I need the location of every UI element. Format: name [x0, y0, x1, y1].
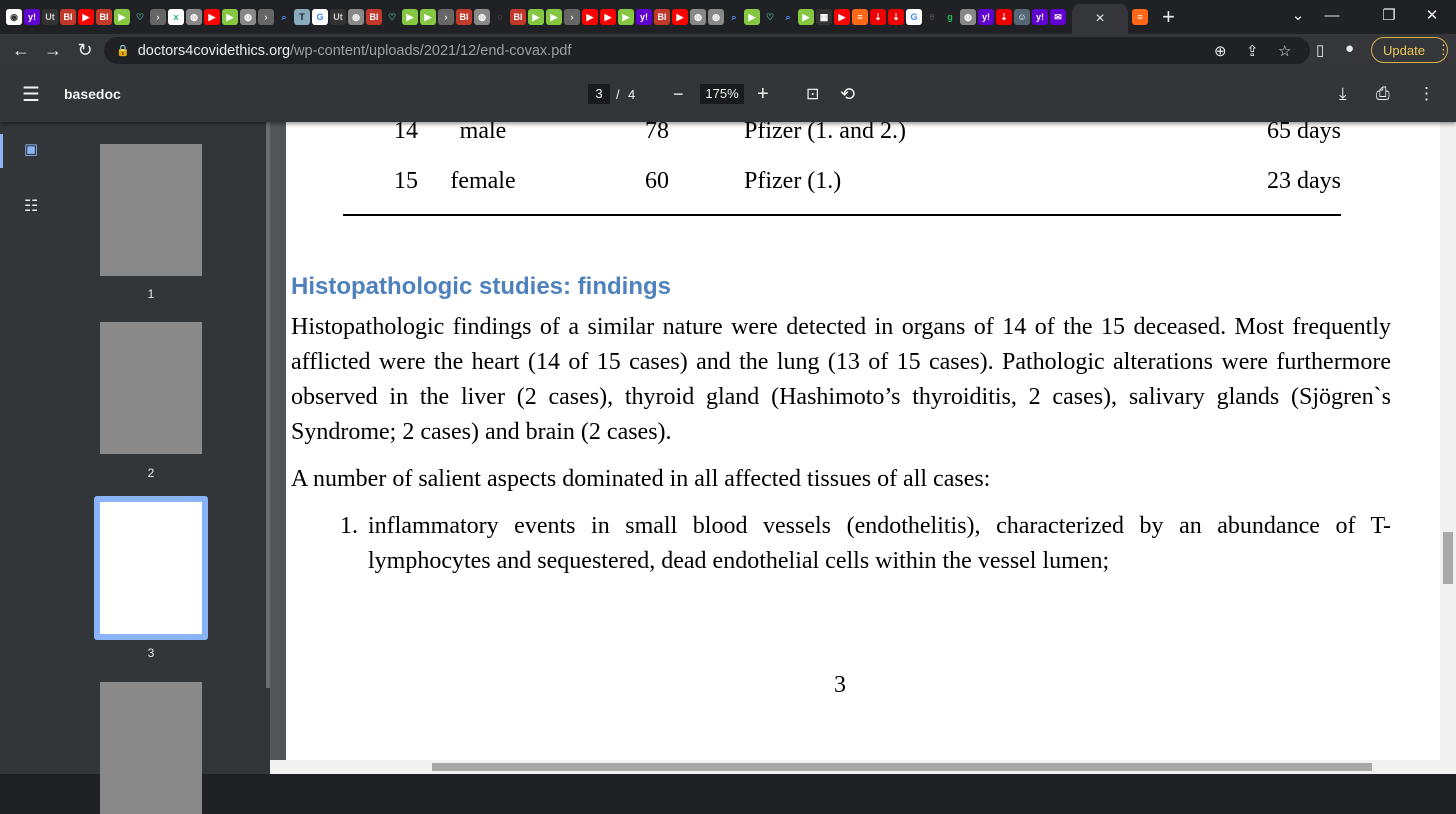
- tab-youtube-icon[interactable]: ▶: [600, 9, 616, 25]
- page-separator: /: [616, 86, 620, 102]
- tab-news-icon[interactable]: ▦: [816, 9, 832, 25]
- tab-yahoo-icon[interactable]: y!: [24, 9, 40, 25]
- tab-youtube-icon[interactable]: ▶: [582, 9, 598, 25]
- page-thumbnail-2[interactable]: [100, 322, 202, 454]
- page-thumbnail-1[interactable]: [100, 144, 202, 276]
- paragraph: A number of salient aspects dominated in all affected tissues of all cases:: [291, 466, 991, 492]
- table-rule: [343, 214, 1341, 216]
- url-path: /wp-content/uploads/2021/12/end-covax.pdf: [290, 42, 572, 59]
- tab-search-icon[interactable]: ⌕: [726, 9, 742, 25]
- table-cell: 78: [645, 122, 669, 144]
- restore-button[interactable]: ❐: [1382, 7, 1396, 24]
- tab-chrome-icon[interactable]: ◉: [6, 9, 22, 25]
- tab-rumble-icon[interactable]: ▶: [402, 9, 418, 25]
- tab-gray-icon[interactable]: ›: [438, 9, 454, 25]
- tab-bi-icon[interactable]: BI: [96, 9, 112, 25]
- tab-substack-icon[interactable]: ≡: [852, 9, 868, 25]
- tab-rumble-icon[interactable]: ▶: [222, 9, 238, 25]
- table-cell: 15: [394, 168, 418, 194]
- tab-rumble-icon[interactable]: ▶: [618, 9, 634, 25]
- pdf-toolbar: [0, 66, 1456, 122]
- table-cell: 65 days: [1267, 122, 1341, 144]
- tab-shield-icon[interactable]: ♡: [762, 9, 778, 25]
- tab-globe-icon[interactable]: ◍: [690, 9, 706, 25]
- update-button[interactable]: [1371, 37, 1448, 63]
- tab-search-button[interactable]: ⌄: [1291, 7, 1305, 24]
- page-total: 4: [628, 86, 636, 102]
- thumbnails-view-icon[interactable]: ▣: [24, 141, 39, 158]
- tab-sheet-icon[interactable]: x: [168, 9, 184, 25]
- fit-page-icon[interactable]: ⊡: [806, 86, 820, 103]
- tab-youtube-icon[interactable]: ▶: [204, 9, 220, 25]
- tab-search-icon[interactable]: ⌕: [276, 9, 292, 25]
- profile-icon[interactable]: ●: [1345, 40, 1355, 57]
- paragraph: Histopathologic findings of a similar nature were detected in organs of 14 of the 15 deceased. Most frequently afflicted were the heart (14 of 15 cases) and the lung (13 of 15 cases). Pathologic alterations were furthermore observed in the liver (2 cases), thyroid gland (Hashimoto’s thyroiditis, 2 cases), salivary glands (Sjögren`s Syndrome; 2 cases) and brain (2 cases).: [291, 314, 1391, 445]
- tab-rumble-icon[interactable]: ▶: [528, 9, 544, 25]
- tab-globe-icon[interactable]: ◍: [240, 9, 256, 25]
- bookmark-star-icon[interactable]: ☆: [1278, 43, 1292, 60]
- document-title: basedoc: [64, 86, 121, 102]
- tab-rumble-icon[interactable]: ▶: [420, 9, 436, 25]
- tab-rumble-icon[interactable]: ▶: [546, 9, 562, 25]
- forward-button[interactable]: →: [44, 39, 62, 60]
- tab-ult-icon[interactable]: Ut: [330, 9, 346, 25]
- tab-yahoo-icon[interactable]: y!: [636, 9, 652, 25]
- pdf-page: [286, 122, 1440, 760]
- menu-icon[interactable]: ☰: [22, 83, 40, 106]
- tab-pin-icon[interactable]: ⇣: [888, 9, 904, 25]
- tab-globe-icon[interactable]: ◍: [186, 9, 202, 25]
- tab-bi-icon[interactable]: BI: [654, 9, 670, 25]
- table-cell: 23 days: [1267, 168, 1341, 194]
- zoom-icon[interactable]: ⊕: [1214, 43, 1227, 60]
- reload-button[interactable]: ↻: [77, 39, 93, 60]
- tab-bi-icon[interactable]: BI: [366, 9, 382, 25]
- new-tab-button[interactable]: +: [1162, 4, 1175, 29]
- zoom-in-button[interactable]: +: [757, 82, 769, 105]
- tab-gray-icon[interactable]: ›: [258, 9, 274, 25]
- table-cell: 60: [645, 168, 669, 194]
- url-host: doctors4covidethics.org: [137, 42, 291, 59]
- vertical-scroll-thumb[interactable]: [1443, 532, 1453, 584]
- thumbnail-label: 2: [147, 466, 155, 480]
- page-thumbnail-3[interactable]: [100, 502, 202, 634]
- lock-icon: 🔒: [116, 45, 130, 57]
- tab-rumble-icon[interactable]: ▶: [114, 9, 130, 25]
- tab-globe-icon[interactable]: ◍: [348, 9, 364, 25]
- tab-globe-icon[interactable]: ◍: [474, 9, 490, 25]
- tab-google-icon[interactable]: G: [906, 9, 922, 25]
- tab-rumble-icon[interactable]: ▶: [744, 9, 760, 25]
- tab-photo-icon[interactable]: ☺: [1014, 9, 1030, 25]
- tab-gray-icon[interactable]: ›: [150, 9, 166, 25]
- horizontal-scrollbar[interactable]: [270, 760, 1440, 774]
- tab-strip: [0, 0, 1270, 34]
- tab-dark-icon[interactable]: ○: [492, 9, 508, 25]
- tab-yahoo-icon[interactable]: y!: [978, 9, 994, 25]
- tab-search-icon[interactable]: ⌕: [780, 9, 796, 25]
- tab-globe-icon[interactable]: ◍: [708, 9, 724, 25]
- list-entry: [291, 509, 1391, 579]
- download-icon[interactable]: ⤓: [1339, 84, 1347, 103]
- pdf-viewer: [270, 122, 1440, 760]
- tab-shield-icon[interactable]: ♡: [384, 9, 400, 25]
- close-window-button[interactable]: ✕: [1425, 7, 1439, 24]
- tab-substack-icon[interactable]: ≡: [1132, 9, 1148, 25]
- page-number-input[interactable]: 3: [588, 84, 610, 104]
- table-cell: Pfizer (1.): [744, 168, 842, 194]
- tab-ult-icon[interactable]: Ut: [42, 9, 58, 25]
- tab-yahoo-icon[interactable]: y!: [1032, 9, 1048, 25]
- more-options-icon[interactable]: ⋮: [1418, 84, 1435, 103]
- tab-pin-icon[interactable]: ⇣: [996, 9, 1012, 25]
- back-button[interactable]: ←: [12, 39, 30, 60]
- tab-globe-icon[interactable]: ◍: [960, 9, 976, 25]
- toolbar: [0, 34, 1456, 66]
- vertical-scrollbar[interactable]: [1440, 122, 1456, 774]
- outline-view-icon[interactable]: ☷: [24, 198, 39, 215]
- table-cell: 14: [394, 122, 418, 144]
- thumbnail-label: 3: [147, 646, 155, 660]
- tab-youtube-icon[interactable]: ▶: [78, 9, 94, 25]
- update-label: Update: [1383, 42, 1425, 58]
- page-number: 3: [834, 672, 846, 698]
- zoom-input[interactable]: 175%: [700, 84, 744, 104]
- tab-mail-icon[interactable]: ✉: [1050, 9, 1066, 25]
- share-icon[interactable]: ⇪: [1246, 43, 1259, 60]
- tab-g-icon[interactable]: g: [942, 9, 958, 25]
- tab-youtube-icon[interactable]: ▶: [672, 9, 688, 25]
- tab-bi-icon[interactable]: BI: [510, 9, 526, 25]
- zoom-out-button[interactable]: −: [673, 83, 684, 104]
- tab-bi-icon[interactable]: BI: [60, 9, 76, 25]
- thumbnail-sidebar: [0, 122, 270, 774]
- table-cell: Pfizer (1. and 2.): [744, 122, 906, 144]
- side-panel-icon[interactable]: ▯: [1316, 42, 1325, 59]
- list-item: inflammatory events in small blood vessels (endothelitis), characterized by an abundance of T-lymphocytes and sequestered, dead endothelial cells within the vessel lumen;: [368, 513, 1391, 574]
- table-cell: female: [450, 168, 516, 194]
- rotate-icon[interactable]: ⟲: [840, 83, 856, 104]
- address-bar[interactable]: [104, 37, 1310, 64]
- active-tab-close-button[interactable]: ×: [1072, 4, 1128, 34]
- tab-rumble-icon[interactable]: ▶: [798, 9, 814, 25]
- menu-dots-icon: ⋮: [1436, 42, 1450, 57]
- section-heading: Histopathologic studies: findings: [291, 273, 671, 300]
- tab-youtube-icon[interactable]: ▶: [834, 9, 850, 25]
- print-icon[interactable]: ⎙: [1376, 84, 1390, 103]
- horizontal-scroll-thumb[interactable]: [432, 763, 1372, 771]
- active-view-indicator: [0, 134, 3, 168]
- minimize-button[interactable]: —: [1324, 6, 1340, 24]
- tab-gray-icon[interactable]: ›: [564, 9, 580, 25]
- page-thumbnail-4[interactable]: [100, 682, 202, 814]
- table-cell: male: [459, 122, 507, 144]
- list-number: 1.: [340, 513, 358, 539]
- thumbnail-label: 1: [147, 287, 155, 301]
- tab-theta-icon[interactable]: θ: [924, 9, 940, 25]
- tab-t-icon[interactable]: T: [294, 9, 310, 25]
- page-body: [291, 272, 1391, 579]
- tab-bi-icon[interactable]: BI: [456, 9, 472, 25]
- tab-google-icon[interactable]: G: [312, 9, 328, 25]
- tab-shield-icon[interactable]: ♡: [132, 9, 148, 25]
- tab-pin-icon[interactable]: ⇣: [870, 9, 886, 25]
